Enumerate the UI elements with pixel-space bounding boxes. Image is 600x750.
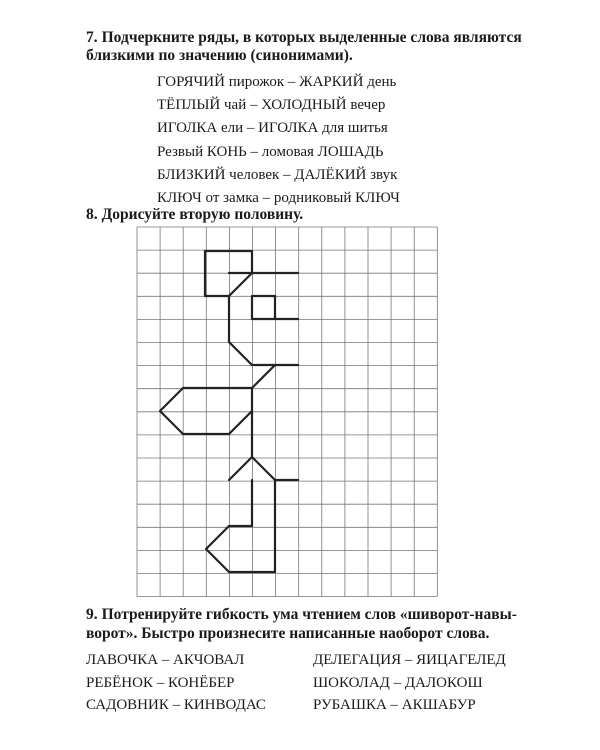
reversed-word-6: РУБАШКА – АКШАБУР — [313, 697, 476, 713]
word-pair-6: КЛЮЧ от замка – родниковый КЛЮЧ — [157, 190, 400, 207]
task-9-text-line2: ворот». Быстро произнесите написанные наоборот слова. — [86, 625, 490, 642]
reversed-word-3: САДОВНИК – КИНВОДАС — [86, 697, 266, 713]
task-7-instruction — [86, 28, 536, 47]
figure-upper-stem — [229, 296, 298, 365]
task-8-text: Дорисуйте вторую половину. — [101, 206, 304, 223]
reversed-word-5: ШОКОЛАД – ДАЛОКОШ — [313, 674, 483, 691]
task-9-text-line1: Потренируйте гибкость ума чтением слов «шиворот-навы- — [101, 606, 517, 623]
figure-boot — [206, 480, 275, 572]
task-8-instruction — [86, 205, 303, 224]
word-pair-1: ГОРЯЧИЙ пирожок – ЖАРКИЙ день — [157, 74, 397, 90]
task-7-text-line2: близкими по значению (синонимами). — [86, 47, 353, 64]
task-7-number: 7. — [86, 29, 98, 46]
reversed-word-1: ЛАВОЧКА – АКЧОВАЛ — [86, 652, 245, 668]
figure-lower-stem — [252, 411, 298, 480]
word-pair-3: ИГОЛКА ели – ИГОЛКА для шитья — [157, 120, 388, 137]
reversed-words-left-column — [86, 649, 266, 717]
drawing-grid — [136, 226, 454, 598]
figure-small-square — [252, 296, 275, 319]
grid-lines — [137, 227, 437, 597]
drawing-grid-area — [136, 226, 454, 603]
figure-lower-diagonal — [229, 457, 252, 480]
word-pair-4: Резвый КОНЬ – ломовая ЛОШАДЬ — [157, 143, 384, 160]
task-8-number: 8. — [86, 206, 98, 223]
word-pair-5: БЛИЗКИЙ человек – ДАЛЁКИЙ звук — [157, 166, 398, 183]
word-pair-2: ТЁПЛЫЙ чай – ХОЛОДНЫЙ вечер — [157, 97, 386, 114]
task-7-text-line1: Подчеркните ряды, в которых выделенные слова являются — [101, 29, 522, 46]
reversed-word-2: РЕБЁНОК – КОНЁБЕР — [86, 674, 235, 691]
task-9-number: 9. — [86, 606, 98, 623]
synonym-pairs-list — [157, 71, 400, 210]
reversed-word-4: ДЕЛЕГАЦИЯ – ЯИЦАГЕЛЕД — [313, 652, 506, 668]
figure-neck — [252, 365, 275, 388]
task-9-instruction — [86, 605, 536, 624]
reversed-words-right-column — [313, 649, 506, 717]
